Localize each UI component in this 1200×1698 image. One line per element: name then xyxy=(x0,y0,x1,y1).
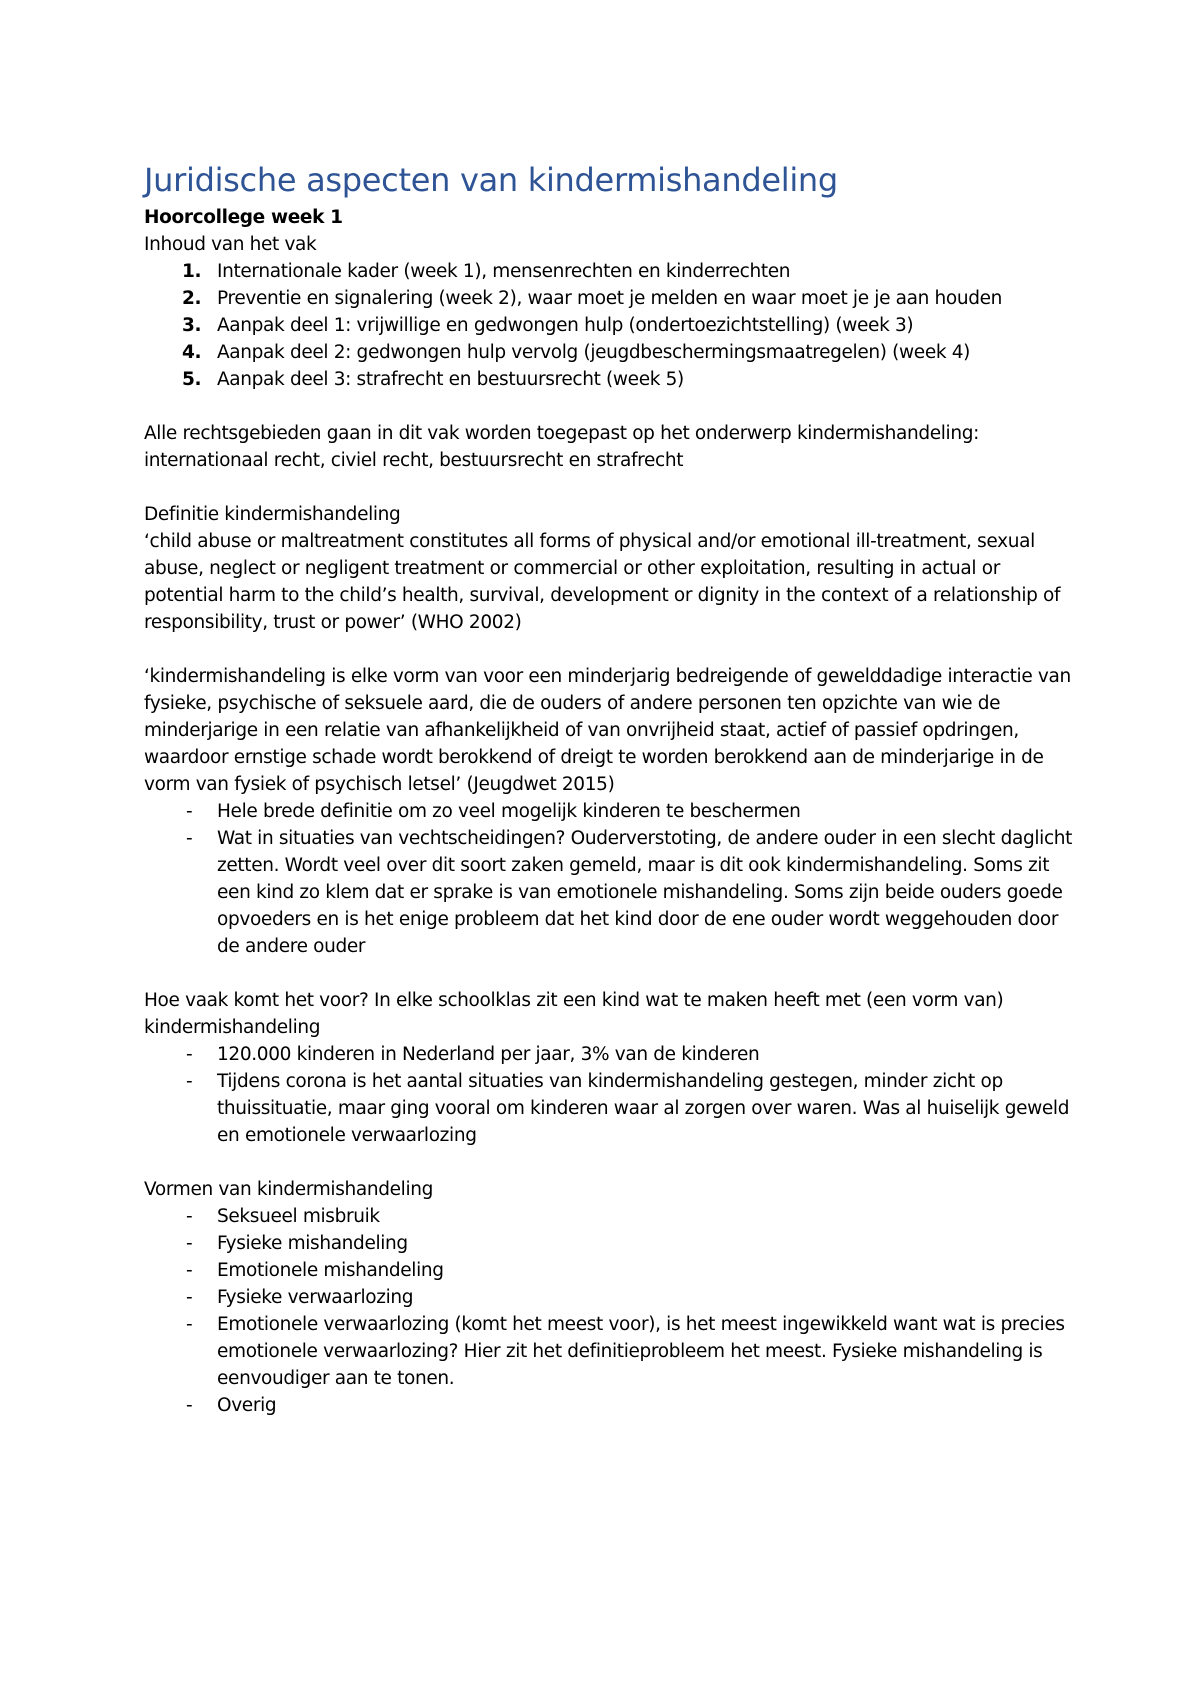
dash-marker: - xyxy=(186,1206,193,1227)
list-item xyxy=(144,1068,1074,1149)
list-item xyxy=(144,339,1074,366)
list-item-text: Fysieke mishandeling xyxy=(217,1233,408,1254)
vormen-heading: Vormen van kindermishandeling xyxy=(144,1179,434,1200)
contents-label: Inhoud van het vak xyxy=(144,234,317,255)
list-item-text: Wat in situaties van vechtscheidingen? Ouderverstoting, de andere ouder in een slecht daglicht zetten. Wordt veel over dit soort zaken gemeld, maar is dit ook kindermishandeling. Soms zit een kind zo klem dat er sprake is van emotionele mishandeling. Soms zijn beide ouders goede opvoeders en is het enige probleem dat het kind door de ene ouder wordt weggehouden door de andere ouder xyxy=(217,828,1073,957)
dash-marker: - xyxy=(186,1287,193,1308)
list-number: 5. xyxy=(182,369,202,390)
dash-marker: - xyxy=(186,1395,193,1416)
list-item-text: Fysieke verwaarlozing xyxy=(217,1287,414,1308)
list-item xyxy=(144,285,1074,312)
definitie-heading: Definitie kindermishandeling xyxy=(144,504,401,525)
dash-marker: - xyxy=(186,1314,193,1335)
list-item xyxy=(144,312,1074,339)
hoe-vaak-bullet-list xyxy=(144,1041,1074,1149)
dash-marker: - xyxy=(186,801,193,822)
list-item xyxy=(144,798,1074,825)
list-item xyxy=(144,1392,1074,1419)
list-item xyxy=(144,1041,1074,1068)
list-item xyxy=(144,366,1074,393)
list-number: 4. xyxy=(182,342,202,363)
list-item xyxy=(144,1257,1074,1284)
list-item xyxy=(144,1284,1074,1311)
list-item xyxy=(144,1203,1074,1230)
list-item-text: Internationale kader (week 1), mensenrechten en kinderrechten xyxy=(217,261,791,282)
paragraph-gap xyxy=(144,636,1074,663)
list-item xyxy=(144,258,1074,285)
list-item-text: Overig xyxy=(217,1395,277,1416)
list-item xyxy=(144,1230,1074,1257)
dash-marker: - xyxy=(186,1071,193,1092)
document-page xyxy=(144,158,1074,1419)
list-item xyxy=(144,1311,1074,1392)
list-number: 2. xyxy=(182,288,202,309)
list-item-text: Emotionele mishandeling xyxy=(217,1260,444,1281)
paragraph-gap xyxy=(144,393,1074,420)
lecture-subtitle: Hoorcollege week 1 xyxy=(144,207,343,228)
dash-marker: - xyxy=(186,1233,193,1254)
rechtsgebieden-paragraph: Alle rechtsgebieden gaan in dit vak worden toegepast op het onderwerp kindermishandeling: internationaal recht, civiel recht, bestuursrecht en strafrecht xyxy=(144,423,979,471)
contents-list xyxy=(144,258,1074,393)
list-item-text: Seksueel misbruik xyxy=(217,1206,380,1227)
dash-marker: - xyxy=(186,1044,193,1065)
list-item-text: Preventie en signalering (week 2), waar moet je melden en waar moet je je aan houden xyxy=(217,288,1003,309)
list-number: 3. xyxy=(182,315,202,336)
vormen-bullet-list xyxy=(144,1203,1074,1419)
paragraph-gap xyxy=(144,474,1074,501)
list-item-text: Hele brede definitie om zo veel mogelijk kinderen te beschermen xyxy=(217,801,801,822)
list-item xyxy=(144,825,1074,960)
list-item-text: 120.000 kinderen in Nederland per jaar, 3% van de kinderen xyxy=(217,1044,760,1065)
who-quote: ‘child abuse or maltreatment constitutes all forms of physical and/or emotional ill-treatment, sexual abuse, neglect or negligent treatment or commercial or other exploitation, resulting in actual or potential harm to the child’s health, survival, development or dignity in the context of a relationship of responsibility, trust or power’ (WHO 2002) xyxy=(144,531,1061,633)
paragraph-gap xyxy=(144,960,1074,987)
list-item-text: Aanpak deel 3: strafrecht en bestuursrecht (week 5) xyxy=(217,369,684,390)
list-number: 1. xyxy=(182,261,202,282)
list-item-text: Tijdens corona is het aantal situaties van kindermishandeling gestegen, minder zicht op thuissituatie, maar ging vooral om kinderen waar al zorgen over waren. Was al huiselijk geweld en emotionele verwaarlozing xyxy=(217,1071,1070,1146)
dash-marker: - xyxy=(186,1260,193,1281)
paragraph-gap xyxy=(144,1149,1074,1176)
list-item-text: Emotionele verwaarlozing (komt het meest voor), is het meest ingewikkeld want wat is precies emotionele verwaarlozing? Hier zit het definitieprobleem het meest. Fysieke mishandeling is eenvoudiger aan te tonen. xyxy=(217,1314,1065,1389)
list-item-text: Aanpak deel 1: vrijwillige en gedwongen hulp (ondertoezichtstelling) (week 3) xyxy=(217,315,914,336)
list-item-text: Aanpak deel 2: gedwongen hulp vervolg (jeugdbeschermingsmaatregelen) (week 4) xyxy=(217,342,971,363)
hoe-vaak-paragraph: Hoe vaak komt het voor? In elke schoolklas zit een kind wat te maken heeft met (een vorm van) kindermishandeling xyxy=(144,990,1004,1038)
dash-marker: - xyxy=(186,828,193,849)
definitie-bullet-list xyxy=(144,798,1074,960)
jeugdwet-quote: ‘kindermishandeling is elke vorm van voor een minderjarig bedreigende of gewelddadige interactie van fysieke, psychische of seksuele aard, die de ouders of andere personen ten opzichte van wie de minderjarige in een relatie van afhankelijkheid of van onvrijheid staat, actief of passief opdringen, waardoor ernstige schade wordt berokkend of dreigt te worden berokkend aan de minderjarige in de vorm van fysiek of psychisch letsel’ (Jeugdwet 2015) xyxy=(144,666,1071,795)
document-title: Juridische aspecten van kindermishandeling xyxy=(144,161,838,199)
